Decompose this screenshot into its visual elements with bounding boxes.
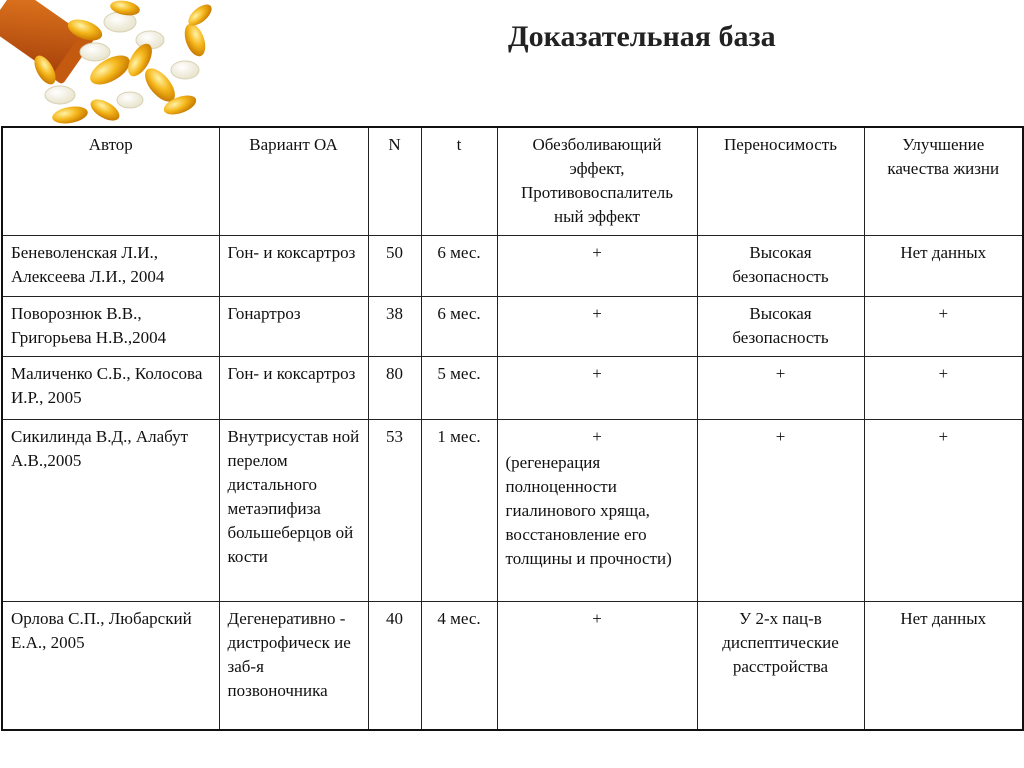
cell-n: 80 (368, 357, 421, 420)
cell-n: 38 (368, 297, 421, 357)
cell-effect (497, 420, 697, 602)
cell-n: 50 (368, 236, 421, 297)
cell-variant: Дегенеративно - дистрофическ ие заб-я позвоночника (219, 602, 368, 730)
cell-effect-mark: + (592, 427, 602, 446)
header-effect: Обезболивающий эффект, Противовоспалитель ный эффект (497, 127, 697, 236)
cell-effect: + (497, 357, 697, 420)
table-row (2, 602, 1023, 730)
cell-effect: + (497, 602, 697, 730)
cell-t: 5 мес. (421, 357, 497, 420)
cell-author: Маличенко С.Б., Колосова И.Р., 2005 (2, 357, 219, 420)
cell-variant: Гон- и коксартроз (219, 357, 368, 420)
cell-effect: + (497, 236, 697, 297)
evidence-table (1, 126, 1024, 731)
header-row (2, 127, 1023, 236)
cell-tolerance: У 2-х пац-в диспептические расстройства (697, 602, 864, 730)
pills-image (0, 0, 225, 126)
cell-author: Поворознюк В.В., Григорьева Н.В.,2004 (2, 297, 219, 357)
header-tolerance: Переносимость (697, 127, 864, 236)
cell-qol: + (864, 297, 1023, 357)
page-title: Доказательная база (508, 20, 776, 53)
cell-tolerance: Высокая безопасность (697, 297, 864, 357)
cell-effect-note: (регенерация полноценности гиалинового хряща, восстановление его толщины и прочности) (505, 453, 672, 568)
cell-author: Сикилинда В.Д., Алабут А.В.,2005 (2, 420, 219, 602)
cell-t: 1 мес. (421, 420, 497, 602)
cell-tolerance: Высокая безопасность (697, 236, 864, 297)
cell-n: 53 (368, 420, 421, 602)
cell-n: 40 (368, 602, 421, 730)
cell-variant: Гонартроз (219, 297, 368, 357)
cell-author: Орлова С.П., Любарский Е.А., 2005 (2, 602, 219, 730)
table-row (2, 236, 1023, 297)
cell-qol: + (864, 420, 1023, 602)
cell-qol: + (864, 357, 1023, 420)
cell-tolerance: + (697, 357, 864, 420)
header-variant: Вариант ОА (219, 127, 368, 236)
header-t: t (421, 127, 497, 236)
header-qol: Улучшение качества жизни (864, 127, 1023, 236)
table-row (2, 357, 1023, 420)
cell-variant: Внутрисустав ной перелом дистального метаэпифиза большеберцов ой кости (219, 420, 368, 602)
cell-qol: Нет данных (864, 602, 1023, 730)
cell-qol: Нет данных (864, 236, 1023, 297)
table-row (2, 297, 1023, 357)
cell-t: 6 мес. (421, 236, 497, 297)
cell-variant: Гон- и коксартроз (219, 236, 368, 297)
cell-effect: + (497, 297, 697, 357)
cell-t: 4 мес. (421, 602, 497, 730)
header-n: N (368, 127, 421, 236)
table-row (2, 420, 1023, 602)
cell-tolerance: + (697, 420, 864, 602)
cell-author: Беневоленская Л.И., Алексеева Л.И., 2004 (2, 236, 219, 297)
cell-t: 6 мес. (421, 297, 497, 357)
header-author: Автор (2, 127, 219, 236)
